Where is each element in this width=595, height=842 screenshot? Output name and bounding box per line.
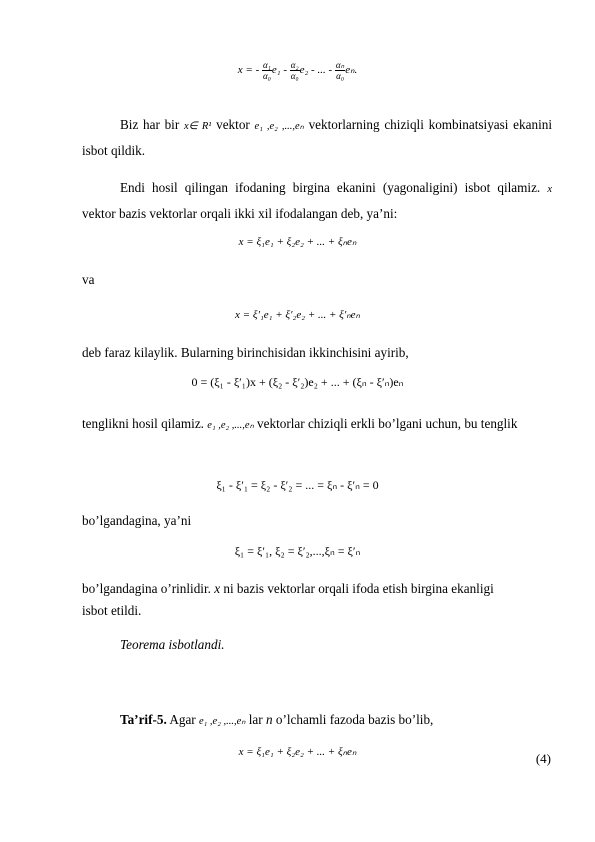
definition-title: Ta’rif-5. xyxy=(120,712,167,727)
equation-1 xyxy=(0,60,595,81)
paragraph-2: Endi hosil qilingan ifodaning birgina ekanini (yagonaligini) isbot qilamiz. x vektor bazis vektorlar orqali ikki xil ifodalangan deb, ya’ni: xyxy=(82,180,552,221)
eq1-fraction-3: $\frac{\text{αₙ}}{\text{α₀}}$ xyxy=(335,60,345,81)
eq1-end: . xyxy=(354,64,358,77)
equation-number: (4) xyxy=(535,751,551,766)
word-va: va xyxy=(82,272,95,287)
inline-math-x: x xyxy=(547,184,552,195)
equation-7: x = ξ₁e₁ + ξ₂e₂ + ... + ξₙeₙ xyxy=(238,746,357,758)
equation-2: x = ξ₁e₁ + ξ₂e₂ + ... + ξₙeₙ xyxy=(238,236,357,248)
equation-6: ξ₁ = ξ′₁, ξ₂ = ξ′₂,...,ξₙ = ξ′ₙ xyxy=(234,544,361,558)
eq1-term-3: eₙ xyxy=(345,64,355,77)
inline-math-basis: e₁ ,e₂ ,...,eₙ xyxy=(254,121,304,132)
equation-5: ξ₁ - ξ′₁ = ξ₂ - ξ′₂ = ... = ξₙ - ξ′ₙ = 0 xyxy=(216,478,379,492)
paragraph-5: bo’lgandagina, ya’ni xyxy=(82,513,192,528)
paragraph-6-line-1: bo’lgandagina o’rinlidir. x ni bazis vektorlar orqali ifoda etish birgina ekanligi xyxy=(82,581,494,596)
eq1-term-2: e₂ - ... - xyxy=(299,64,333,77)
inline-math-basis-3: e₁ ,e₂ ,...,eₙ xyxy=(199,716,246,727)
equation-3: x = ξ′₁e₁ + ξ′₂e₂ + ... + ξ′ₙeₙ xyxy=(235,309,360,321)
inline-math-x-in-r1: x∈ R¹ xyxy=(183,121,212,132)
eq1-fraction-1: $\frac{\text{α₁}}{\text{α₀}}$ xyxy=(263,60,271,81)
inline-math-basis-2: e₁ ,e₂ ,...,eₙ xyxy=(207,420,254,431)
eq1-term-1: e₁ - xyxy=(271,64,287,77)
paragraph-3: deb faraz kilaylik. Bularning birinchisidan ikkinchisini ayirib, xyxy=(82,345,409,360)
paragraph-1: Biz har bir x∈ R¹ vektor e₁ ,e₂ ,...,eₙ vektorlarning chiziqli kombinatsiyasi ekanini isbot qildik. xyxy=(82,117,552,158)
definition-5: Ta’rif-5. Agar e₁ ,e₂ ,...,eₙ lar n o’lchamli fazoda bazis bo’lib, xyxy=(120,712,434,727)
inline-math-x-2: x xyxy=(214,581,221,596)
paragraph-4: tenglikni hosil qilamiz. e₁ ,e₂ ,...,eₙ vektorlar chiziqli erkli bo’lgani uchun, bu tenglik xyxy=(82,416,518,431)
inline-math-n: n xyxy=(265,712,273,727)
paragraph-6-line-2: isbot etildi. xyxy=(82,603,142,618)
equation-4: 0 = (ξ₁ - ξ′₁)x + (ξ₂ - ξ′₂)e₂ + ... + (ξₙ - ξ′ₙ)eₙ xyxy=(191,375,404,389)
theorem-proven: Teorema isbotlandi. xyxy=(120,637,225,652)
eq1-lhs: x = - xyxy=(237,64,260,77)
eq1-fraction-2: $\frac{\text{α₂}}{\text{α₀}}$ xyxy=(290,60,299,81)
